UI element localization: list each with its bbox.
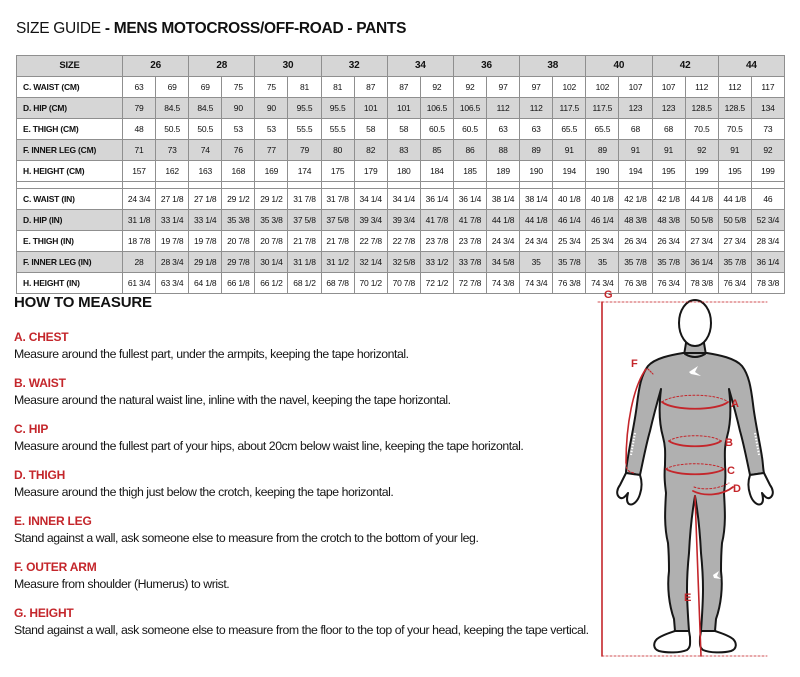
- size-value-cell: 70.5: [718, 119, 751, 140]
- size-value-cell: 35 7/8: [718, 252, 751, 273]
- size-value-cell: 24 3/4: [520, 231, 553, 252]
- table-row: [17, 119, 785, 140]
- size-value-cell: 97: [520, 77, 553, 98]
- size-value-cell: 87: [354, 77, 387, 98]
- size-value-cell: 44 1/8: [685, 189, 718, 210]
- size-value-cell: 25 3/4: [586, 231, 619, 252]
- size-value-cell: 76 3/4: [652, 273, 685, 294]
- size-value-cell: 38 1/4: [487, 189, 520, 210]
- size-value-cell: 199: [751, 161, 784, 182]
- figure-right-hand: [749, 473, 773, 504]
- size-value-cell: 71: [123, 140, 156, 161]
- figure-label-f: F: [631, 358, 638, 370]
- size-value-cell: 90: [255, 98, 288, 119]
- measure-section-label: B. WAIST: [14, 376, 66, 390]
- figure-label-b: B: [725, 437, 733, 449]
- spacer-cell: [387, 182, 420, 189]
- size-value-cell: 128.5: [685, 98, 718, 119]
- size-value-cell: 106.5: [420, 98, 453, 119]
- row-label: E. THIGH (CM): [17, 119, 123, 140]
- size-value-cell: 44 1/8: [487, 210, 520, 231]
- size-value-cell: 40 1/8: [553, 189, 586, 210]
- size-value-cell: 26 3/4: [652, 231, 685, 252]
- measure-section-label: F. OUTER ARM: [14, 560, 97, 574]
- size-value-cell: 194: [553, 161, 586, 182]
- size-value-cell: 107: [619, 77, 652, 98]
- measure-sections: [14, 330, 626, 637]
- size-value-cell: 37 5/8: [321, 210, 354, 231]
- size-value-cell: 35 3/8: [222, 210, 255, 231]
- size-value-cell: 86: [453, 140, 486, 161]
- size-value-cell: 19 7/8: [156, 231, 189, 252]
- size-value-cell: 68: [619, 119, 652, 140]
- measure-section: [14, 560, 626, 591]
- size-value-cell: 84.5: [189, 98, 222, 119]
- measure-section: [14, 606, 626, 637]
- measure-section: [14, 422, 626, 453]
- size-value-cell: 29 1/8: [189, 252, 222, 273]
- size-value-cell: 69: [189, 77, 222, 98]
- size-value-cell: 66 1/2: [255, 273, 288, 294]
- row-label: H. HEIGHT (CM): [17, 161, 123, 182]
- measure-section-label: G. HEIGHT: [14, 606, 74, 620]
- size-value-cell: 76 3/8: [553, 273, 586, 294]
- size-value-cell: 97: [487, 77, 520, 98]
- size-value-cell: 24 3/4: [487, 231, 520, 252]
- page-title: [16, 20, 406, 38]
- spacer-cell: [487, 182, 520, 189]
- row-label: D. HIP (CM): [17, 98, 123, 119]
- size-value-cell: 190: [586, 161, 619, 182]
- size-value-cell: 75: [222, 77, 255, 98]
- size-value-cell: 79: [288, 140, 321, 161]
- size-value-cell: 134: [751, 98, 784, 119]
- spacer-cell: [189, 182, 222, 189]
- measure-section: [14, 330, 626, 361]
- size-value-cell: 32 1/4: [354, 252, 387, 273]
- size-header-28: 28: [189, 56, 255, 77]
- size-value-cell: 30 1/4: [255, 252, 288, 273]
- size-value-cell: 68 7/8: [321, 273, 354, 294]
- size-value-cell: 174: [288, 161, 321, 182]
- size-table-corner-label: SIZE: [17, 56, 123, 77]
- figure-left-hand: [617, 473, 641, 504]
- size-table-head: [17, 56, 785, 77]
- size-value-cell: 72 1/2: [420, 273, 453, 294]
- size-value-cell: 19 7/8: [189, 231, 222, 252]
- measure-section-text: Measure from shoulder (Humerus) to wrist.: [14, 577, 230, 591]
- size-value-cell: 60.5: [420, 119, 453, 140]
- size-value-cell: 81: [321, 77, 354, 98]
- figure-label-e: E: [684, 592, 692, 604]
- figure-label-c: C: [727, 465, 735, 477]
- row-label: F. INNER LEG (CM): [17, 140, 123, 161]
- size-value-cell: 41 7/8: [420, 210, 453, 231]
- size-value-cell: 78 3/8: [685, 273, 718, 294]
- size-value-cell: 74 3/8: [487, 273, 520, 294]
- size-value-cell: 85: [420, 140, 453, 161]
- size-value-cell: 44 1/8: [520, 210, 553, 231]
- size-value-cell: 50.5: [189, 119, 222, 140]
- size-value-cell: 22 7/8: [387, 231, 420, 252]
- measure-section: [14, 468, 626, 499]
- size-value-cell: 112: [718, 77, 751, 98]
- size-value-cell: 180: [387, 161, 420, 182]
- size-value-cell: 23 7/8: [420, 231, 453, 252]
- measure-section-text: Measure around the natural waist line, inline with the navel, keeping the tape horizontal.: [14, 393, 451, 407]
- size-value-cell: 123: [652, 98, 685, 119]
- size-value-cell: 20 7/8: [222, 231, 255, 252]
- size-value-cell: 101: [354, 98, 387, 119]
- size-table: [16, 55, 785, 294]
- spacer-cell: [354, 182, 387, 189]
- table-row: [17, 231, 785, 252]
- size-header-36: 36: [453, 56, 519, 77]
- size-value-cell: 35 7/8: [553, 252, 586, 273]
- size-value-cell: 162: [156, 161, 189, 182]
- size-value-cell: 101: [387, 98, 420, 119]
- size-value-cell: 34 1/4: [354, 189, 387, 210]
- measure-section-label: D. THIGH: [14, 468, 66, 482]
- size-value-cell: 31 7/8: [288, 189, 321, 210]
- size-value-cell: 28 3/4: [156, 252, 189, 273]
- size-value-cell: 102: [586, 77, 619, 98]
- size-value-cell: 29 1/2: [255, 189, 288, 210]
- size-value-cell: 70.5: [685, 119, 718, 140]
- size-value-cell: 33 1/2: [420, 252, 453, 273]
- size-value-cell: 82: [354, 140, 387, 161]
- size-value-cell: 29 7/8: [222, 252, 255, 273]
- size-value-cell: 20 7/8: [255, 231, 288, 252]
- size-value-cell: 69: [156, 77, 189, 98]
- size-table-header-row: [17, 56, 785, 77]
- measure-section-text: Measure around the fullest part of your hips, about 20cm below waist line, keeping the tape horizontal.: [14, 439, 524, 453]
- page-title-prefix: SIZE GUIDE: [16, 20, 101, 37]
- size-value-cell: 21 7/8: [321, 231, 354, 252]
- size-value-cell: 195: [718, 161, 751, 182]
- size-header-42: 42: [652, 56, 718, 77]
- spacer-cell: [718, 182, 751, 189]
- size-value-cell: 91: [619, 140, 652, 161]
- size-value-cell: 168: [222, 161, 255, 182]
- size-value-cell: 128.5: [718, 98, 751, 119]
- size-value-cell: 33 7/8: [453, 252, 486, 273]
- measure-section-text: Stand against a wall, ask someone else to measure from the crotch to the bottom of your leg.: [14, 531, 479, 545]
- size-value-cell: 78 3/8: [751, 273, 784, 294]
- size-value-cell: 117: [751, 77, 784, 98]
- size-value-cell: 36 1/4: [685, 252, 718, 273]
- measure-section-label: E. INNER LEG: [14, 514, 92, 528]
- size-value-cell: 65.5: [553, 119, 586, 140]
- size-value-cell: 27 1/8: [156, 189, 189, 210]
- spacer-cell: [453, 182, 486, 189]
- size-value-cell: 39 3/4: [354, 210, 387, 231]
- size-value-cell: 76: [222, 140, 255, 161]
- size-value-cell: 63: [487, 119, 520, 140]
- size-value-cell: 21 7/8: [288, 231, 321, 252]
- size-value-cell: 27 3/4: [685, 231, 718, 252]
- table-row: [17, 161, 785, 182]
- size-value-cell: 36 1/4: [751, 252, 784, 273]
- spacer-cell: [685, 182, 718, 189]
- size-value-cell: 39 3/4: [387, 210, 420, 231]
- size-value-cell: 66 1/8: [222, 273, 255, 294]
- size-value-cell: 29 1/2: [222, 189, 255, 210]
- size-value-cell: 35 7/8: [619, 252, 652, 273]
- spacer-cell: [553, 182, 586, 189]
- spacer-cell: [255, 182, 288, 189]
- size-table-body: [17, 77, 785, 294]
- size-value-cell: 70 7/8: [387, 273, 420, 294]
- row-label: D. HIP (IN): [17, 210, 123, 231]
- figure-label-d: D: [733, 483, 741, 495]
- size-value-cell: 33 1/4: [156, 210, 189, 231]
- size-value-cell: 112: [685, 77, 718, 98]
- size-value-cell: 63: [123, 77, 156, 98]
- size-value-cell: 36 1/4: [420, 189, 453, 210]
- size-value-cell: 48 3/8: [619, 210, 652, 231]
- size-value-cell: 175: [321, 161, 354, 182]
- size-value-cell: 84.5: [156, 98, 189, 119]
- size-value-cell: 117.5: [553, 98, 586, 119]
- spacer-cell: [751, 182, 784, 189]
- size-value-cell: 117.5: [586, 98, 619, 119]
- size-value-cell: 92: [685, 140, 718, 161]
- size-header-38: 38: [520, 56, 586, 77]
- size-value-cell: 199: [685, 161, 718, 182]
- size-value-cell: 83: [387, 140, 420, 161]
- figure-label-g: G: [604, 289, 613, 301]
- size-value-cell: 87: [387, 77, 420, 98]
- size-value-cell: 79: [123, 98, 156, 119]
- size-value-cell: 26 3/4: [619, 231, 652, 252]
- size-value-cell: 50 5/8: [718, 210, 751, 231]
- size-value-cell: 36 1/4: [453, 189, 486, 210]
- size-value-cell: 50 5/8: [685, 210, 718, 231]
- size-value-cell: 35 7/8: [652, 252, 685, 273]
- table-row: [17, 252, 785, 273]
- size-value-cell: 58: [387, 119, 420, 140]
- spacer-cell: [123, 182, 156, 189]
- measure-section-text: Stand against a wall, ask someone else to measure from the floor to the top of your head, keeping the tape vertical.: [14, 623, 589, 637]
- size-value-cell: 195: [652, 161, 685, 182]
- size-value-cell: 27 1/8: [189, 189, 222, 210]
- size-value-cell: 92: [453, 77, 486, 98]
- size-value-cell: 73: [156, 140, 189, 161]
- size-value-cell: 44 1/8: [718, 189, 751, 210]
- size-value-cell: 74 3/4: [520, 273, 553, 294]
- size-value-cell: 88: [487, 140, 520, 161]
- size-value-cell: 189: [487, 161, 520, 182]
- size-value-cell: 23 7/8: [453, 231, 486, 252]
- size-value-cell: 112: [487, 98, 520, 119]
- measure-section: [14, 376, 626, 407]
- size-value-cell: 74: [189, 140, 222, 161]
- page-title-bold: - MENS MOTOCROSS/OFF-ROAD - PANTS: [104, 20, 407, 37]
- spacer-cell: [321, 182, 354, 189]
- size-value-cell: 31 7/8: [321, 189, 354, 210]
- size-value-cell: 42 1/8: [652, 189, 685, 210]
- size-value-cell: 35: [586, 252, 619, 273]
- figure-left-foot: [654, 631, 690, 652]
- size-value-cell: 194: [619, 161, 652, 182]
- size-value-cell: 91: [718, 140, 751, 161]
- size-value-cell: 48 3/8: [652, 210, 685, 231]
- size-value-cell: 53: [255, 119, 288, 140]
- size-value-cell: 55.5: [288, 119, 321, 140]
- table-row: [17, 140, 785, 161]
- size-value-cell: 184: [420, 161, 453, 182]
- size-value-cell: 92: [420, 77, 453, 98]
- size-value-cell: 95.5: [321, 98, 354, 119]
- row-label: C. WAIST (IN): [17, 189, 123, 210]
- measure-section-label: C. HIP: [14, 422, 49, 436]
- size-value-cell: 70 1/2: [354, 273, 387, 294]
- size-value-cell: 163: [189, 161, 222, 182]
- row-label: C. WAIST (CM): [17, 77, 123, 98]
- size-value-cell: 185: [453, 161, 486, 182]
- size-value-cell: 58: [354, 119, 387, 140]
- size-value-cell: 24 3/4: [123, 189, 156, 210]
- size-value-cell: 92: [751, 140, 784, 161]
- size-value-cell: 27 3/4: [718, 231, 751, 252]
- table-row: [17, 98, 785, 119]
- size-value-cell: 76 3/8: [619, 273, 652, 294]
- size-value-cell: 34 5/8: [487, 252, 520, 273]
- size-value-cell: 35 3/8: [255, 210, 288, 231]
- size-value-cell: 53: [222, 119, 255, 140]
- size-value-cell: 64 1/8: [189, 273, 222, 294]
- spacer-cell: [520, 182, 553, 189]
- size-value-cell: 37 5/8: [288, 210, 321, 231]
- size-value-cell: 32 5/8: [387, 252, 420, 273]
- size-value-cell: 68 1/2: [288, 273, 321, 294]
- size-value-cell: 31 1/8: [288, 252, 321, 273]
- spacer-cell: [222, 182, 255, 189]
- measure-section: [14, 514, 626, 545]
- size-header-26: 26: [123, 56, 189, 77]
- size-value-cell: 157: [123, 161, 156, 182]
- spacer-cell: [17, 182, 123, 189]
- table-row: [17, 210, 785, 231]
- size-value-cell: 28: [123, 252, 156, 273]
- size-value-cell: 169: [255, 161, 288, 182]
- spacer-cell: [652, 182, 685, 189]
- size-value-cell: 77: [255, 140, 288, 161]
- size-value-cell: 40 1/8: [586, 189, 619, 210]
- size-value-cell: 102: [553, 77, 586, 98]
- size-value-cell: 35: [520, 252, 553, 273]
- size-value-cell: 123: [619, 98, 652, 119]
- measure-section-text: Measure around the thigh just below the crotch, keeping the tape horizontal.: [14, 485, 394, 499]
- size-value-cell: 48: [123, 119, 156, 140]
- size-value-cell: 112: [520, 98, 553, 119]
- size-value-cell: 25 3/4: [553, 231, 586, 252]
- table-row: [17, 77, 785, 98]
- size-value-cell: 61 3/4: [123, 273, 156, 294]
- spacer-cell: [288, 182, 321, 189]
- size-header-44: 44: [718, 56, 784, 77]
- size-value-cell: 76 3/4: [718, 273, 751, 294]
- size-value-cell: 91: [553, 140, 586, 161]
- row-label: H. HEIGHT (IN): [17, 273, 123, 294]
- size-value-cell: 106.5: [453, 98, 486, 119]
- size-value-cell: 41 7/8: [453, 210, 486, 231]
- size-value-cell: 42 1/8: [619, 189, 652, 210]
- size-value-cell: 31 1/8: [123, 210, 156, 231]
- size-value-cell: 107: [652, 77, 685, 98]
- row-label: F. INNER LEG (IN): [17, 252, 123, 273]
- size-header-40: 40: [586, 56, 652, 77]
- measure-section-text: Measure around the fullest part, under the armpits, keeping the tape horizontal.: [14, 347, 409, 361]
- size-value-cell: 179: [354, 161, 387, 182]
- size-value-cell: 22 7/8: [354, 231, 387, 252]
- figure-label-a: A: [731, 398, 739, 410]
- size-value-cell: 80: [321, 140, 354, 161]
- size-value-cell: 46 1/4: [553, 210, 586, 231]
- measure-section-label: A. CHEST: [14, 330, 69, 344]
- spacer-cell: [156, 182, 189, 189]
- size-value-cell: 65.5: [586, 119, 619, 140]
- size-value-cell: 55.5: [321, 119, 354, 140]
- size-value-cell: 74 3/4: [586, 273, 619, 294]
- measurement-figure: [595, 285, 800, 677]
- figure-head: [679, 300, 711, 346]
- size-header-30: 30: [255, 56, 321, 77]
- size-value-cell: 50.5: [156, 119, 189, 140]
- size-value-cell: 89: [520, 140, 553, 161]
- size-value-cell: 63: [520, 119, 553, 140]
- size-header-32: 32: [321, 56, 387, 77]
- size-value-cell: 34 1/4: [387, 189, 420, 210]
- size-value-cell: 75: [255, 77, 288, 98]
- size-value-cell: 68: [652, 119, 685, 140]
- spacer-cell: [420, 182, 453, 189]
- figure-right-foot: [700, 631, 736, 652]
- size-value-cell: 91: [652, 140, 685, 161]
- size-value-cell: 90: [222, 98, 255, 119]
- table-row: [17, 189, 785, 210]
- size-value-cell: 28 3/4: [751, 231, 784, 252]
- size-value-cell: 81: [288, 77, 321, 98]
- size-value-cell: 31 1/2: [321, 252, 354, 273]
- size-value-cell: 60.5: [453, 119, 486, 140]
- spacer-cell: [619, 182, 652, 189]
- size-value-cell: 46: [751, 189, 784, 210]
- size-value-cell: 18 7/8: [123, 231, 156, 252]
- size-value-cell: 190: [520, 161, 553, 182]
- size-value-cell: 46 1/4: [586, 210, 619, 231]
- how-to-measure-heading: HOW TO MEASURE: [14, 294, 152, 311]
- size-header-34: 34: [387, 56, 453, 77]
- size-value-cell: 38 1/4: [520, 189, 553, 210]
- size-value-cell: 95.5: [288, 98, 321, 119]
- size-value-cell: 52 3/4: [751, 210, 784, 231]
- how-to-measure: [14, 294, 626, 652]
- row-label: E. THIGH (IN): [17, 231, 123, 252]
- size-value-cell: 33 1/4: [189, 210, 222, 231]
- unit-spacer-row: [17, 182, 785, 189]
- size-value-cell: 63 3/4: [156, 273, 189, 294]
- size-value-cell: 73: [751, 119, 784, 140]
- spacer-cell: [586, 182, 619, 189]
- size-value-cell: 89: [586, 140, 619, 161]
- size-value-cell: 72 7/8: [453, 273, 486, 294]
